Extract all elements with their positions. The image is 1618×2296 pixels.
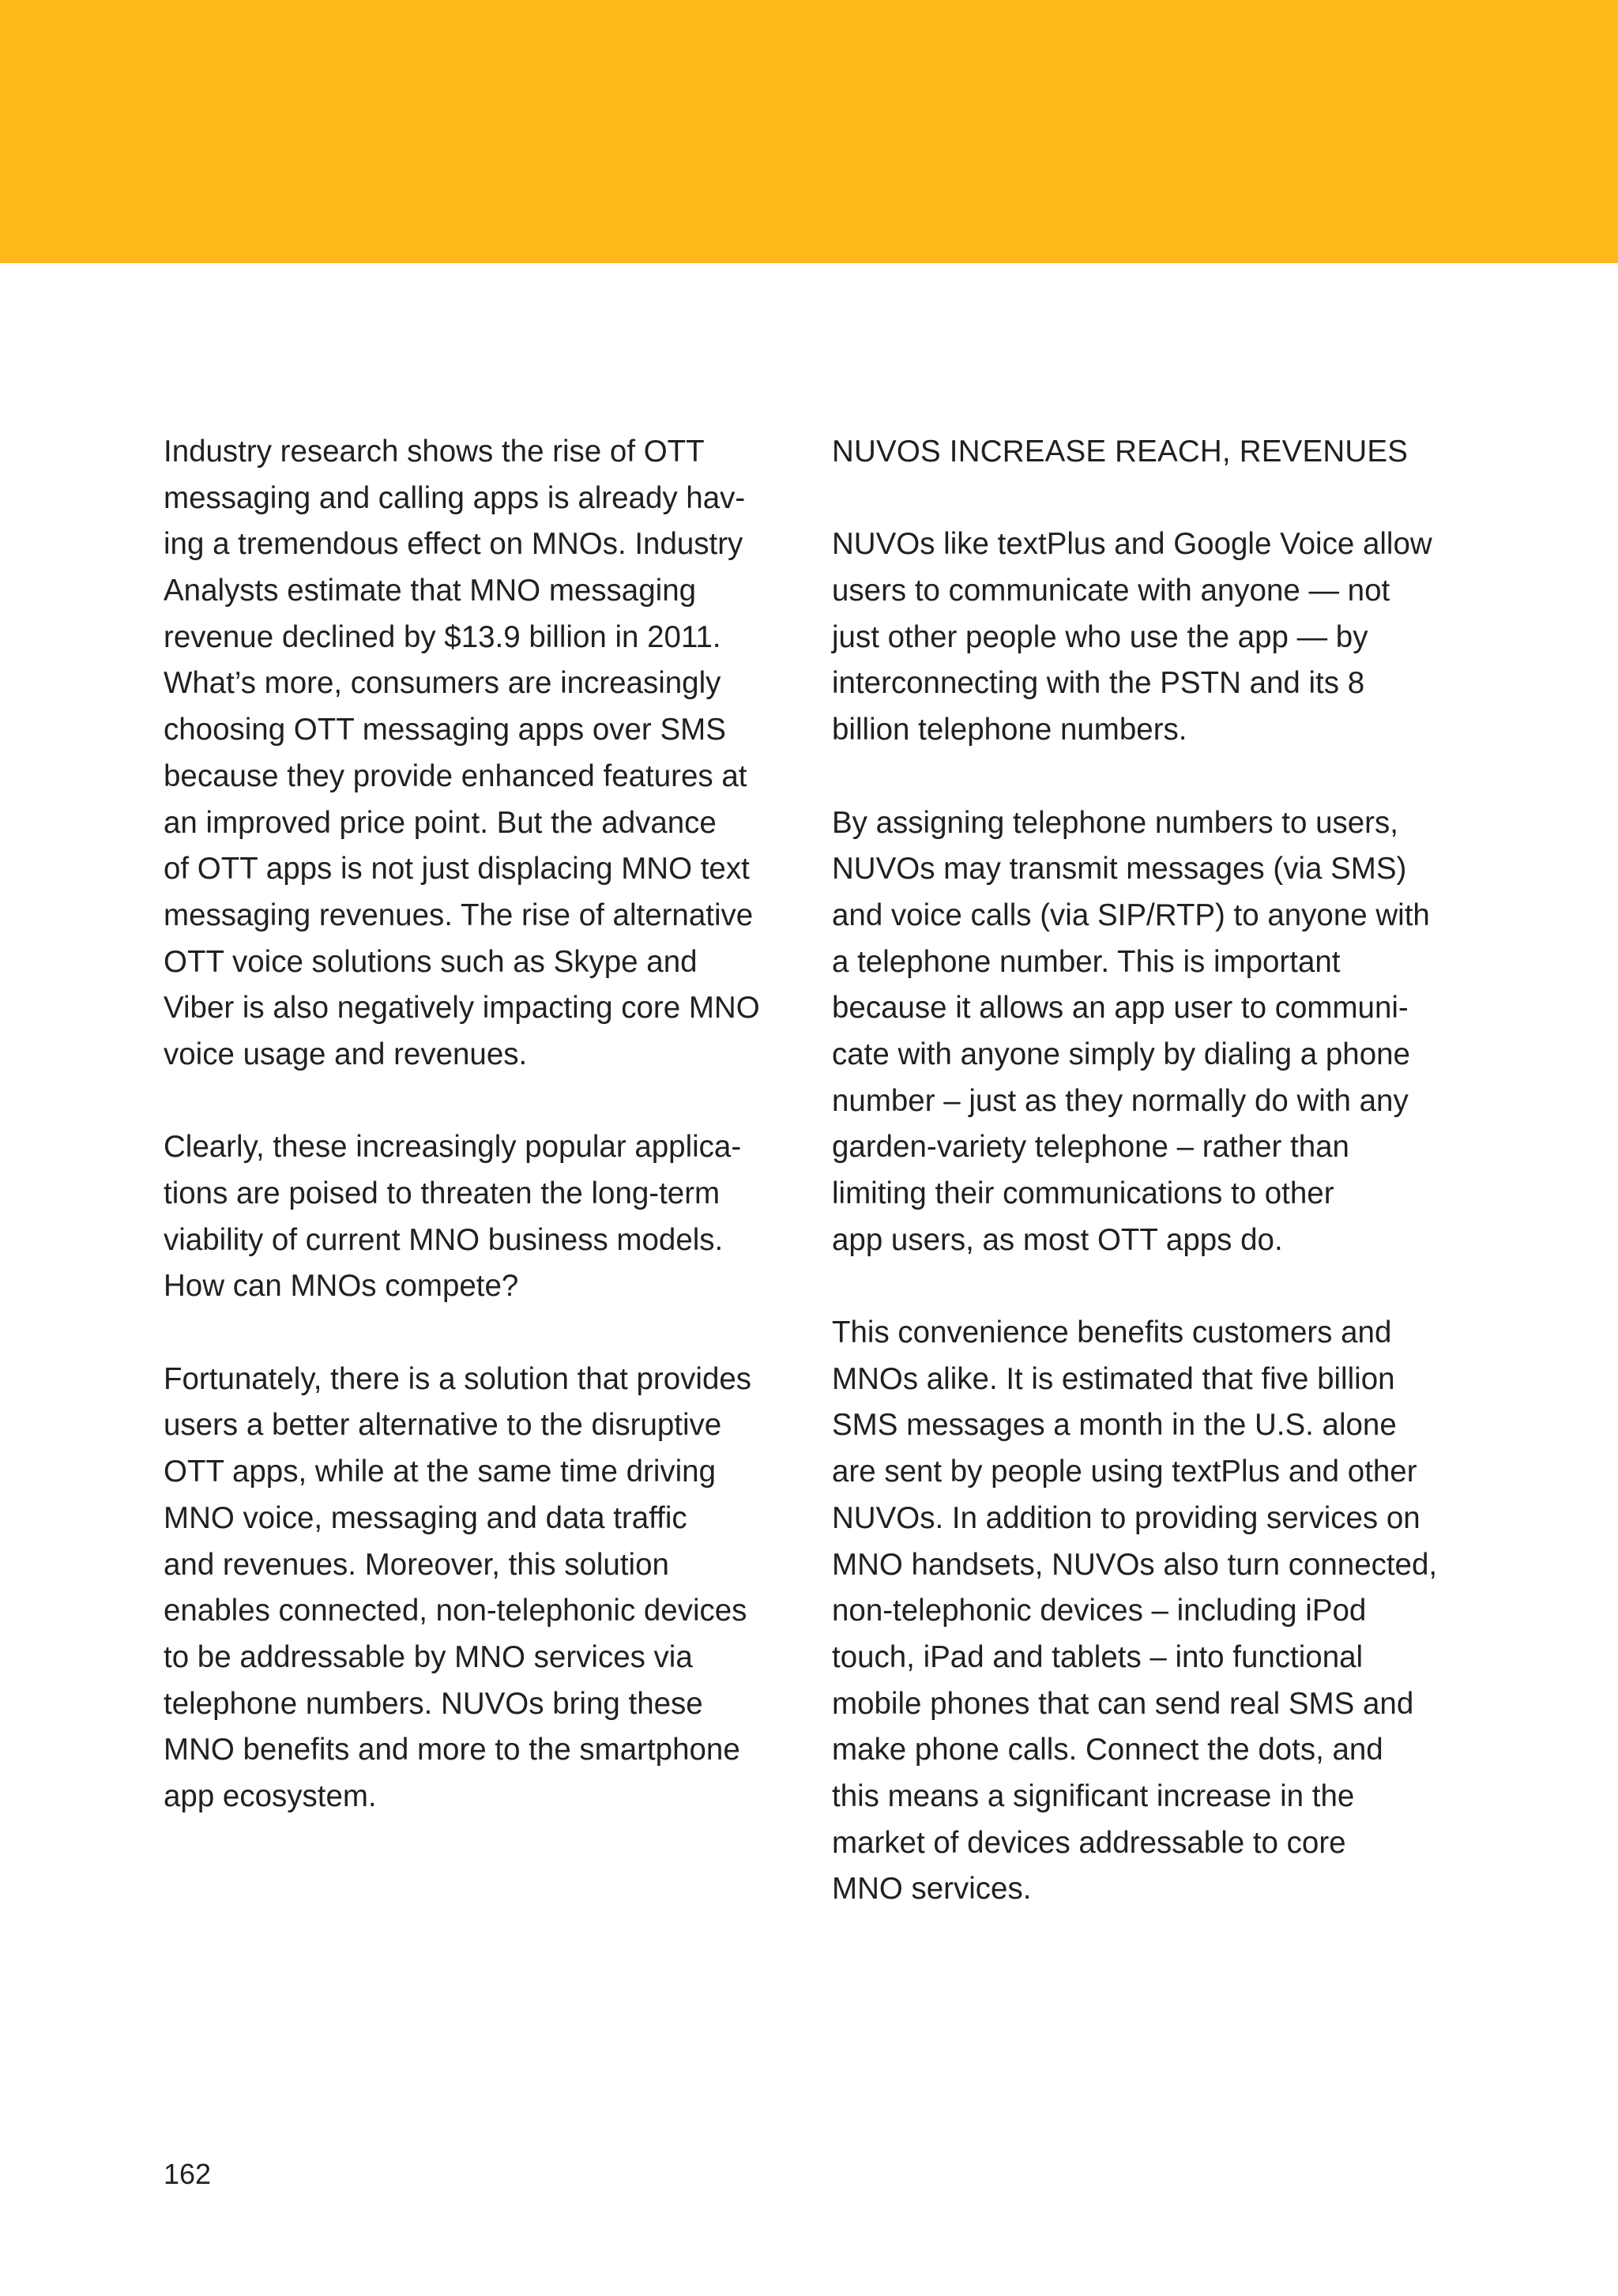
text-line: Clearly, these increasingly popular applica- [164, 1130, 742, 1165]
paragraph [164, 1357, 796, 1820]
text-line: to be addressable by MNO services via [164, 1639, 693, 1674]
text-line: choosing OTT messaging apps over SMS [164, 713, 726, 747]
text-line: NUVOs. In addition to providing services on [832, 1500, 1420, 1535]
text-line: MNO benefits and more to the smartphone [164, 1733, 740, 1767]
paragraph-gap [164, 1310, 796, 1357]
page-number: 162 [164, 2158, 212, 2190]
text-line: revenue declined by $13.9 billion in 2011. [164, 619, 721, 654]
text-line: ing a tremendous effect on MNOs. Industry [164, 527, 743, 562]
text-line: Viber is also negatively impacting core MNO [164, 991, 760, 1026]
text-line: OTT apps, while at the same time driving [164, 1455, 716, 1489]
text-line: tions are poised to threaten the long-term [164, 1176, 721, 1210]
text-line: a telephone number. This is important [832, 944, 1341, 979]
left-column [164, 429, 796, 1820]
text-line: app users, as most OTT apps do. [832, 1222, 1283, 1257]
text-line: of OTT apps is not just displacing MNO text [164, 852, 750, 886]
text-line: because it allows an app user to communi- [832, 991, 1409, 1026]
text-line: are sent by people using textPlus and other [832, 1455, 1417, 1489]
text-line: Fortunately, there is a solution that provides [164, 1361, 752, 1396]
text-line: users a better alternative to the disruptive [164, 1408, 722, 1443]
text-line: touch, iPad and tablets – into functional [832, 1639, 1364, 1674]
text-line: just other people who use the app — by [832, 619, 1368, 654]
text-line: non-telephonic devices – including iPod [832, 1594, 1367, 1628]
text-line: SMS messages a month in the U.S. alone [832, 1408, 1397, 1443]
text-line: What’s more, consumers are increasingly [164, 666, 721, 701]
paragraph-gap [832, 476, 1464, 522]
section-heading: NUVOS INCREASE REACH, REVENUES [832, 435, 1409, 469]
text-line: NUVOs like textPlus and Google Voice allow [832, 527, 1432, 562]
text-line: limiting their communications to other [832, 1176, 1334, 1210]
text-line: garden-variety telephone – rather than [832, 1130, 1349, 1165]
text-line: messaging and calling apps is already hav- [164, 480, 746, 515]
text-line: enables connected, non-telephonic devices [164, 1594, 747, 1628]
text-line: MNO voice, messaging and data traffic [164, 1500, 687, 1535]
paragraph-gap [164, 1078, 796, 1125]
paragraph-gap [832, 1263, 1464, 1310]
text-line: number – just as they normally do with any [832, 1083, 1409, 1118]
paragraph [832, 1310, 1464, 1913]
paragraph [164, 429, 796, 1078]
paragraph [164, 1124, 796, 1310]
text-line: How can MNOs compete? [164, 1269, 519, 1304]
text-line: Industry research shows the rise of OTT [164, 435, 705, 469]
paragraph [832, 521, 1464, 753]
text-line: MNO handsets, NUVOs also turn connected, [832, 1547, 1438, 1582]
text-line: because they provide enhanced features at [164, 758, 747, 793]
text-line: OTT voice solutions such as Skype and [164, 944, 698, 979]
text-line: and revenues. Moreover, this solution [164, 1547, 669, 1582]
text-line: messaging revenues. The rise of alternative [164, 898, 754, 932]
text-line: voice usage and revenues. [164, 1037, 528, 1071]
text-line: Analysts estimate that MNO messaging [164, 574, 697, 608]
text-line: billion telephone numbers. [832, 713, 1187, 747]
text-line: make phone calls. Connect the dots, and [832, 1733, 1383, 1767]
text-line: mobile phones that can send real SMS and [832, 1686, 1414, 1721]
text-line: an improved price point. But the advance [164, 805, 717, 840]
text-line: users to communicate with anyone — not [832, 574, 1390, 608]
text-line: viability of current MNO business models. [164, 1222, 724, 1257]
text-line: MNOs alike. It is estimated that five billion [832, 1361, 1395, 1396]
header-color-band [0, 0, 1618, 263]
text-line: By assigning telephone numbers to users, [832, 805, 1398, 840]
text-line: telephone numbers. NUVOs bring these [164, 1686, 703, 1721]
text-line: app ecosystem. [164, 1778, 377, 1813]
paragraph-gap [832, 754, 1464, 800]
text-line: MNO services. [832, 1872, 1032, 1906]
text-line: interconnecting with the PSTN and its 8 [832, 666, 1365, 701]
text-line: This convenience benefits customers and [832, 1315, 1392, 1350]
text-line: NUVOs may transmit messages (via SMS) [832, 852, 1407, 886]
text-line: and voice calls (via SIP/RTP) to anyone with [832, 898, 1430, 932]
text-line: cate with anyone simply by dialing a phone [832, 1037, 1410, 1071]
right-column [832, 429, 1464, 1913]
text-line: market of devices addressable to core [832, 1825, 1346, 1860]
text-line: this means a significant increase in the [832, 1778, 1355, 1813]
paragraph [832, 800, 1464, 1264]
